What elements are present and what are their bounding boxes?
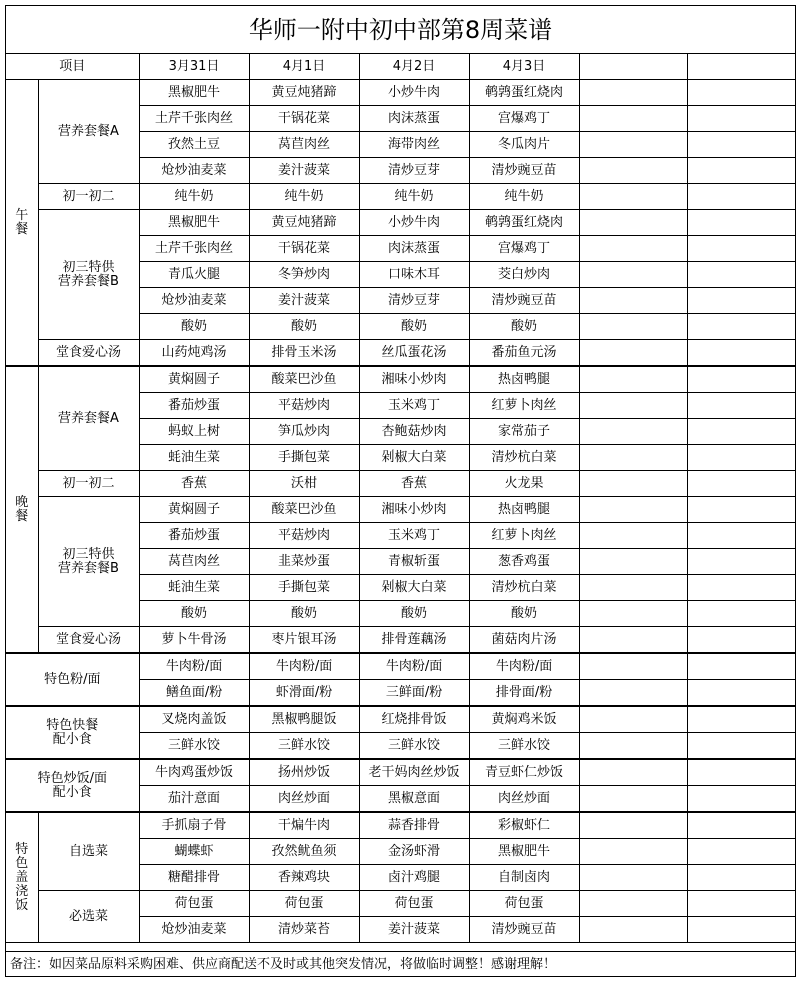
dish-cell: 酸菜巴沙鱼 [249, 366, 359, 393]
dish-cell: 蝴蝶虾 [139, 839, 249, 865]
dish-cell: 海带肉丝 [359, 132, 469, 158]
empty-cell [687, 445, 795, 471]
dish-cell: 黑椒肥牛 [139, 210, 249, 236]
empty-cell [579, 839, 687, 865]
section-label: 特色粉/面 [6, 653, 139, 706]
section-label [6, 759, 139, 812]
dish-cell: 孜然土豆 [139, 132, 249, 158]
dish-cell: 枣片银耳汤 [249, 627, 359, 654]
empty-cell [687, 680, 795, 707]
dish-cell: 肉丝炒面 [469, 786, 579, 813]
dish-cell: 酸奶 [139, 314, 249, 340]
dish-cell: 叉烧肉盖饭 [139, 706, 249, 733]
dish-cell: 莴苣肉丝 [249, 132, 359, 158]
empty-cell [579, 366, 687, 393]
table-row [6, 706, 795, 733]
dish-cell: 干锅花菜 [249, 106, 359, 132]
empty-cell [579, 158, 687, 184]
empty-cell [579, 262, 687, 288]
footer-note: 备注：如因菜品原料采购困难、供应商配送不及时或其他突发情况，将做临时调整！感谢理解！ [6, 951, 795, 976]
dish-cell: 韭菜炒蛋 [249, 549, 359, 575]
dish-cell: 玉米鸡丁 [359, 393, 469, 419]
dish-cell: 牛肉粉/面 [469, 653, 579, 680]
empty-cell [579, 786, 687, 813]
empty-cell [687, 471, 795, 497]
dish-cell: 炝炒油麦菜 [139, 158, 249, 184]
dish-cell: 菌菇肉片汤 [469, 627, 579, 654]
section-label: 自选菜 [38, 812, 139, 891]
header-day: 4月3日 [469, 54, 579, 80]
dish-cell: 荷包蛋 [359, 891, 469, 917]
dish-cell: 小炒牛肉 [359, 210, 469, 236]
empty-cell [687, 733, 795, 760]
dish-cell: 排骨面/粉 [469, 680, 579, 707]
dish-cell: 三鲜水饺 [139, 733, 249, 760]
empty-cell [579, 314, 687, 340]
section-label: 营养套餐A [38, 80, 139, 184]
section-label [6, 706, 139, 759]
empty-cell [687, 759, 795, 786]
section-label-line: 初三特供 [62, 546, 115, 562]
empty-cell [579, 575, 687, 601]
empty-cell [687, 340, 795, 367]
table-row [6, 891, 795, 917]
dish-cell: 青豆虾仁炒饭 [469, 759, 579, 786]
dish-cell: 香蕉 [359, 471, 469, 497]
empty-cell [687, 839, 795, 865]
dish-cell: 酸奶 [469, 314, 579, 340]
dish-cell: 纯牛奶 [469, 184, 579, 210]
dish-cell: 沃柑 [249, 471, 359, 497]
empty-cell [687, 627, 795, 654]
empty-cell [579, 627, 687, 654]
table-row [6, 80, 795, 106]
table-row [6, 366, 795, 393]
dish-cell: 青椒斩蛋 [359, 549, 469, 575]
empty-cell [579, 80, 687, 106]
dish-cell: 青瓜火腿 [139, 262, 249, 288]
dish-cell: 平菇炒肉 [249, 393, 359, 419]
dish-cell: 湘味小炒肉 [359, 366, 469, 393]
dish-cell: 茄汁意面 [139, 786, 249, 813]
empty-cell [687, 917, 795, 943]
section-label-line: 营养套餐B [58, 560, 119, 576]
empty-cell [687, 288, 795, 314]
dish-cell: 红萝卜肉丝 [469, 393, 579, 419]
empty-cell [687, 653, 795, 680]
dish-cell: 三鲜水饺 [359, 733, 469, 760]
dish-cell: 剁椒大白菜 [359, 575, 469, 601]
dish-cell: 小炒牛肉 [359, 80, 469, 106]
dish-cell: 蚝油生菜 [139, 445, 249, 471]
dish-cell: 老干妈肉丝炒饭 [359, 759, 469, 786]
dish-cell: 卤汁鸡腿 [359, 865, 469, 891]
empty-cell [687, 575, 795, 601]
dish-cell: 手抓扇子骨 [139, 812, 249, 839]
table-row [6, 54, 795, 80]
dish-cell: 鳝鱼面/粉 [139, 680, 249, 707]
dish-cell: 鹌鹑蛋红烧肉 [469, 80, 579, 106]
dish-cell: 肉沫蒸蛋 [359, 106, 469, 132]
dish-cell: 肉丝炒面 [249, 786, 359, 813]
dish-cell: 自制卤肉 [469, 865, 579, 891]
empty-cell [579, 891, 687, 917]
dish-cell: 剁椒大白菜 [359, 445, 469, 471]
empty-cell [687, 158, 795, 184]
section-label: 堂食爱心汤 [38, 340, 139, 367]
dish-cell: 手撕包菜 [249, 575, 359, 601]
meal-label [6, 366, 38, 653]
dish-cell: 牛肉粉/面 [359, 653, 469, 680]
empty-cell [687, 80, 795, 106]
dish-cell: 清炒豆芽 [359, 158, 469, 184]
dish-cell: 孜然鱿鱼须 [249, 839, 359, 865]
dish-cell: 黄豆炖猪蹄 [249, 80, 359, 106]
empty-cell [687, 210, 795, 236]
dish-cell: 蚝油生菜 [139, 575, 249, 601]
table-row [6, 184, 795, 210]
dish-cell: 糖醋排骨 [139, 865, 249, 891]
header-day: 3月31日 [139, 54, 249, 80]
dish-cell: 茭白炒肉 [469, 262, 579, 288]
table-row [6, 812, 795, 839]
section-label: 初一初二 [38, 471, 139, 497]
dish-cell: 火龙果 [469, 471, 579, 497]
table-row [6, 210, 795, 236]
dish-cell: 扬州炒饭 [249, 759, 359, 786]
empty-cell [687, 262, 795, 288]
dish-cell: 酸奶 [139, 601, 249, 627]
dish-cell: 酸奶 [469, 601, 579, 627]
empty-cell [687, 812, 795, 839]
dish-cell: 干锅花菜 [249, 236, 359, 262]
empty-cell [579, 497, 687, 523]
dish-cell: 土芹千张肉丝 [139, 106, 249, 132]
empty-cell [579, 288, 687, 314]
empty-cell [579, 759, 687, 786]
empty-cell [579, 340, 687, 367]
header-day [687, 54, 795, 80]
empty-cell [687, 106, 795, 132]
section-label: 必选菜 [38, 891, 139, 943]
dish-cell: 肉沫蒸蛋 [359, 236, 469, 262]
empty-cell [687, 891, 795, 917]
empty-cell [579, 132, 687, 158]
dish-cell: 宫爆鸡丁 [469, 106, 579, 132]
dish-cell: 排骨玉米汤 [249, 340, 359, 367]
dish-cell: 笋瓜炒肉 [249, 419, 359, 445]
dish-cell: 牛肉粉/面 [249, 653, 359, 680]
dish-cell: 酸奶 [249, 601, 359, 627]
header-day [579, 54, 687, 80]
dish-cell: 番茄炒蛋 [139, 393, 249, 419]
section-label-line: 初三特供 [62, 259, 115, 275]
dish-cell: 酸奶 [359, 314, 469, 340]
table-row [6, 497, 795, 523]
dish-cell: 姜汁菠菜 [249, 288, 359, 314]
dish-cell: 土芹千张肉丝 [139, 236, 249, 262]
section-label-line: 特色快餐 [46, 717, 99, 733]
dish-cell: 纯牛奶 [139, 184, 249, 210]
empty-cell [687, 786, 795, 813]
table-row [6, 471, 795, 497]
dish-cell: 热卤鸭腿 [469, 366, 579, 393]
dish-cell: 酸奶 [249, 314, 359, 340]
dish-cell: 炝炒油麦菜 [139, 917, 249, 943]
empty-cell [579, 393, 687, 419]
dish-cell: 炝炒油麦菜 [139, 288, 249, 314]
empty-cell [579, 549, 687, 575]
empty-cell [579, 706, 687, 733]
page-title: 华师一附中初中部第8周菜谱 [6, 6, 795, 54]
dish-cell: 萝卜牛骨汤 [139, 627, 249, 654]
empty-cell [579, 680, 687, 707]
section-label-line: 特色炒饭/面 [37, 770, 107, 786]
dish-cell: 姜汁菠菜 [359, 917, 469, 943]
dish-cell: 三鲜面/粉 [359, 680, 469, 707]
dish-cell: 纯牛奶 [359, 184, 469, 210]
dish-cell: 蒜香排骨 [359, 812, 469, 839]
dish-cell: 冬瓜肉片 [469, 132, 579, 158]
dish-cell: 黑椒肥牛 [469, 839, 579, 865]
empty-cell [687, 184, 795, 210]
section-label-line: 配小食 [52, 784, 92, 800]
dish-cell: 黑椒肥牛 [139, 80, 249, 106]
dish-cell: 排骨莲藕汤 [359, 627, 469, 654]
empty-cell [579, 210, 687, 236]
table-row [6, 759, 795, 786]
empty-cell [579, 236, 687, 262]
dish-cell: 荷包蛋 [249, 891, 359, 917]
empty-cell [579, 601, 687, 627]
dish-cell: 黄焖圆子 [139, 366, 249, 393]
dish-cell: 香辣鸡块 [249, 865, 359, 891]
dish-cell: 清炒豌豆苗 [469, 158, 579, 184]
dish-cell: 酸菜巴沙鱼 [249, 497, 359, 523]
dish-cell: 虾滑面/粉 [249, 680, 359, 707]
dish-cell: 黄焖圆子 [139, 497, 249, 523]
section-label: 营养套餐A [38, 366, 139, 471]
empty-cell [579, 419, 687, 445]
dish-cell: 姜汁菠菜 [249, 158, 359, 184]
dish-cell: 清炒杭白菜 [469, 575, 579, 601]
dish-cell: 黑椒意面 [359, 786, 469, 813]
dish-cell: 口味木耳 [359, 262, 469, 288]
dish-cell: 鹌鹑蛋红烧肉 [469, 210, 579, 236]
empty-cell [579, 471, 687, 497]
meal-label [6, 80, 38, 367]
table-row [6, 340, 795, 367]
empty-cell [687, 314, 795, 340]
dish-cell: 黄焖鸡米饭 [469, 706, 579, 733]
dish-cell: 清炒杭白菜 [469, 445, 579, 471]
header-item: 项目 [6, 54, 139, 80]
table-row [6, 627, 795, 654]
empty-cell [687, 601, 795, 627]
vertical-label: 午餐 [15, 207, 29, 237]
empty-cell [579, 106, 687, 132]
dish-cell: 三鲜水饺 [249, 733, 359, 760]
dish-cell: 平菇炒肉 [249, 523, 359, 549]
section-label: 堂食爱心汤 [38, 627, 139, 654]
header-day: 4月2日 [359, 54, 469, 80]
dish-cell: 牛肉鸡蛋炒饭 [139, 759, 249, 786]
empty-cell [687, 497, 795, 523]
empty-cell [687, 865, 795, 891]
dish-cell: 宫爆鸡丁 [469, 236, 579, 262]
menu-table [6, 54, 795, 943]
dish-cell: 家常茄子 [469, 419, 579, 445]
dish-cell: 番茄鱼元汤 [469, 340, 579, 367]
empty-cell [579, 523, 687, 549]
dish-cell: 彩椒虾仁 [469, 812, 579, 839]
empty-cell [687, 549, 795, 575]
empty-cell [579, 812, 687, 839]
empty-cell [687, 236, 795, 262]
vertical-label: 晚餐 [15, 494, 29, 524]
header-day: 4月1日 [249, 54, 359, 80]
dish-cell: 清炒豌豆苗 [469, 288, 579, 314]
dish-cell: 玉米鸡丁 [359, 523, 469, 549]
dish-cell: 热卤鸭腿 [469, 497, 579, 523]
empty-cell [687, 706, 795, 733]
empty-cell [687, 132, 795, 158]
dish-cell: 莴苣肉丝 [139, 549, 249, 575]
dish-cell: 山药炖鸡汤 [139, 340, 249, 367]
empty-cell [687, 523, 795, 549]
dish-cell: 红烧排骨饭 [359, 706, 469, 733]
vertical-label: 特色盖浇饭 [15, 841, 29, 913]
empty-cell [687, 393, 795, 419]
dish-cell: 香蕉 [139, 471, 249, 497]
dish-cell: 三鲜水饺 [469, 733, 579, 760]
dish-cell: 清炒菜苔 [249, 917, 359, 943]
dish-cell: 手撕包菜 [249, 445, 359, 471]
menu-sheet [5, 5, 796, 977]
empty-cell [687, 366, 795, 393]
section-label-line: 营养套餐B [58, 273, 119, 289]
dish-cell: 葱香鸡蛋 [469, 549, 579, 575]
dish-cell: 蚂蚁上树 [139, 419, 249, 445]
section-label: 初一初二 [38, 184, 139, 210]
section-label [38, 497, 139, 627]
dish-cell: 湘味小炒肉 [359, 497, 469, 523]
dish-cell: 黄豆炖猪蹄 [249, 210, 359, 236]
dish-cell: 清炒豆芽 [359, 288, 469, 314]
dish-cell: 杏鲍菇炒肉 [359, 419, 469, 445]
dish-cell: 丝瓜蛋花汤 [359, 340, 469, 367]
dish-cell: 番茄炒蛋 [139, 523, 249, 549]
dish-cell: 荷包蛋 [469, 891, 579, 917]
empty-cell [579, 733, 687, 760]
empty-cell [579, 184, 687, 210]
dish-cell: 黑椒鸭腿饭 [249, 706, 359, 733]
dish-cell: 清炒豌豆苗 [469, 917, 579, 943]
dish-cell: 红萝卜肉丝 [469, 523, 579, 549]
dish-cell: 酸奶 [359, 601, 469, 627]
dish-cell: 金汤虾滑 [359, 839, 469, 865]
section-label [38, 210, 139, 340]
empty-cell [579, 653, 687, 680]
empty-cell [579, 865, 687, 891]
dish-cell: 牛肉粉/面 [139, 653, 249, 680]
empty-cell [687, 419, 795, 445]
meal-label [6, 812, 38, 943]
dish-cell: 冬笋炒肉 [249, 262, 359, 288]
dish-cell: 干煸牛肉 [249, 812, 359, 839]
empty-cell [579, 445, 687, 471]
dish-cell: 荷包蛋 [139, 891, 249, 917]
empty-cell [579, 917, 687, 943]
table-row [6, 653, 795, 680]
dish-cell: 纯牛奶 [249, 184, 359, 210]
section-label-line: 配小食 [52, 731, 92, 747]
